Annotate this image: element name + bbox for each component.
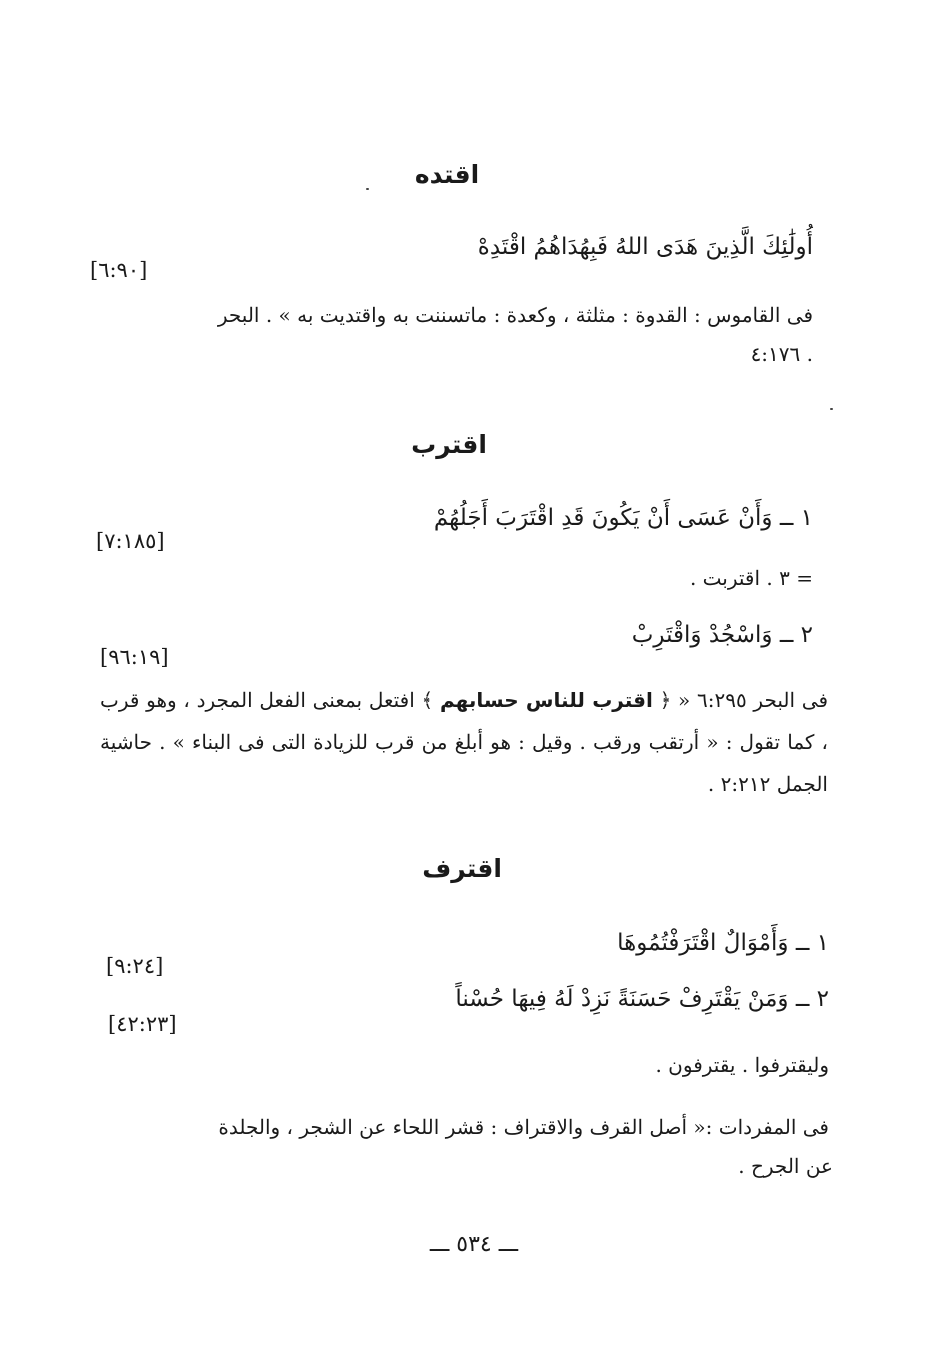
heading-iqtadih: اقتده [414,160,480,189]
print-speck [830,408,833,410]
verse-ref: [٧:١٨٥] [96,529,165,553]
para-rest: ﴾ افتعل بمعنى الفعل المجرد ، وهو قرب ، كما تقول : « أرتقب ورقب . وقيل : هو أبلغ من قرب للزيادة التى فى البناء » . حاشية الجمل ٢:٢١٢ . [100,688,828,796]
mufradat-line-1: فى المفردات :« أصل القرف والاقتراف : قشر اللحاء عن الشجر ، والجلدة [218,1115,829,1139]
verse-iqtarab-2: ٢ ــ وَاسْجُدْ وَاقْتَرِبْ [631,622,813,648]
verse-ref: [٩٦:١٩] [100,645,169,669]
mufradat-line-2: عن الجرح . [738,1154,833,1178]
verse-ref: [٩:٢٤] [106,954,164,978]
bahr-paragraph [100,679,828,805]
verse-ref: [٤٢:٢٣] [108,1012,177,1036]
cross-reference: = ٣ . اقتربت . [689,566,813,590]
note-line-2: ٤:١٧٦ . [750,342,813,366]
para-bold-quote: اقترب للناس حسابهم [439,688,653,712]
verse-iqtaraf-1: ١ ــ وَأَمْوَالٌ اقْتَرَفْتُمُوهَا [617,930,829,956]
print-speck [366,188,369,190]
para-prefix: فى البحر ٦:٢٩٥ « ﴿ [659,688,829,712]
note-line-1: فى القاموس : القدوة : مثلثة ، وكعدة : ماتسننت به واقتديت به » . البحر [217,303,813,327]
heading-iqtaraf: اقترف [422,854,502,883]
verse-ref: [٦:٩٠] [90,258,148,282]
heading-iqtarab: اقترب [411,430,487,459]
page-number: ـــ ٥٣٤ ـــ [429,1232,519,1257]
verse-iqtarab-1: ١ ــ وَأَنْ عَسَى أَنْ يَكُونَ قَدِ اقْتَرَبَ أَجَلُهُمْ [433,505,813,531]
verse-iqtaraf-2: ٢ ــ وَمَنْ يَقْتَرِفْ حَسَنَةً نَزِدْ لَهُ فِيهَا حُسْناً [455,986,829,1012]
verb-forms: وليقترفوا . يقترفون . [655,1053,829,1077]
verse-iqtadih: أُولَٰئِكَ الَّذِينَ هَدَى اللهُ فَبِهُدَاهُمُ اقْتَدِهْ [477,234,813,260]
